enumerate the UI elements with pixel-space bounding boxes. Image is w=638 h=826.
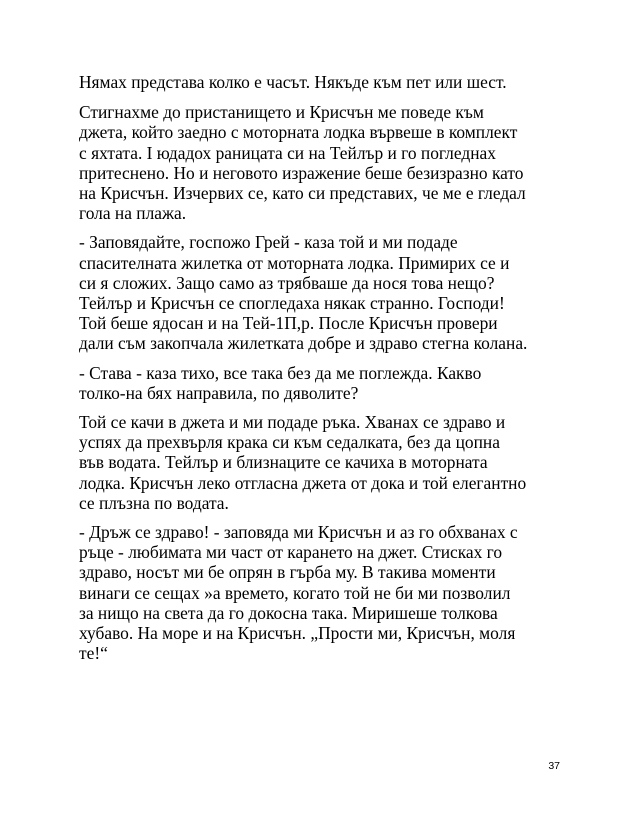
paragraph-2: Стигнахме до пристанището и Крисчън ме поведе към джета, който заедно с моторната лодка вървеше в комплект с яхтата. І юдадох раницата си на Тейлър и го погледнах притеснено. Но и неговото изражение беше безизразно като на Крисчън. Изчервих се, като си представих, че ме е гледал гола на плажа. [79,102,526,224]
paragraph-5: Той се качи в джета и ми подаде ръка. Хванах се здраво и успях да прехвърля крака си към седалката, без да цопна във водата. Тейлър и близнаците се качиха в моторната лодка. Крисчън леко отгласна джета от дока и той елегантно се плъзна по водата. [79,412,527,513]
page-number: 37 [548,760,560,772]
paragraph-4: - Става - каза тихо, все така без да ме поглежда. Какво толко-на бях направила, по дяволите? [79,362,482,403]
paragraph-1: Нямах представа колко е часът. Някъде към пет или шест. [79,72,507,92]
body-text [79,72,579,672]
paragraph-6: - Дръж се здраво! - заповяда ми Крисчън и аз го обхванах с ръце - любимата ми част от карането на джет. Стисках го здраво, носът ми бе опрян в гърба му. В такива моменти винаги се сещах »а времето, когато той не би ми позволил за нищо на света да го докосна така. Миришеше толкова хубаво. На море и на Крисчън. „Прости ми, Крисчън, моля те!“ [79,522,518,664]
paragraph-3: - Заповядайте, госпожо Грей - каза той и ми подаде спасителната жилетка от моторната лодка. Примирих се и си я сложих. Защо само аз трябваше да нося това нещо? Тейлър и Крисчън се спогледаха някак странно. Господи! Той беше ядосан и на Тей-1П,р. После Крисчън провери дали съм закопчала жилетката добре и здраво стегна колана. [79,232,528,354]
